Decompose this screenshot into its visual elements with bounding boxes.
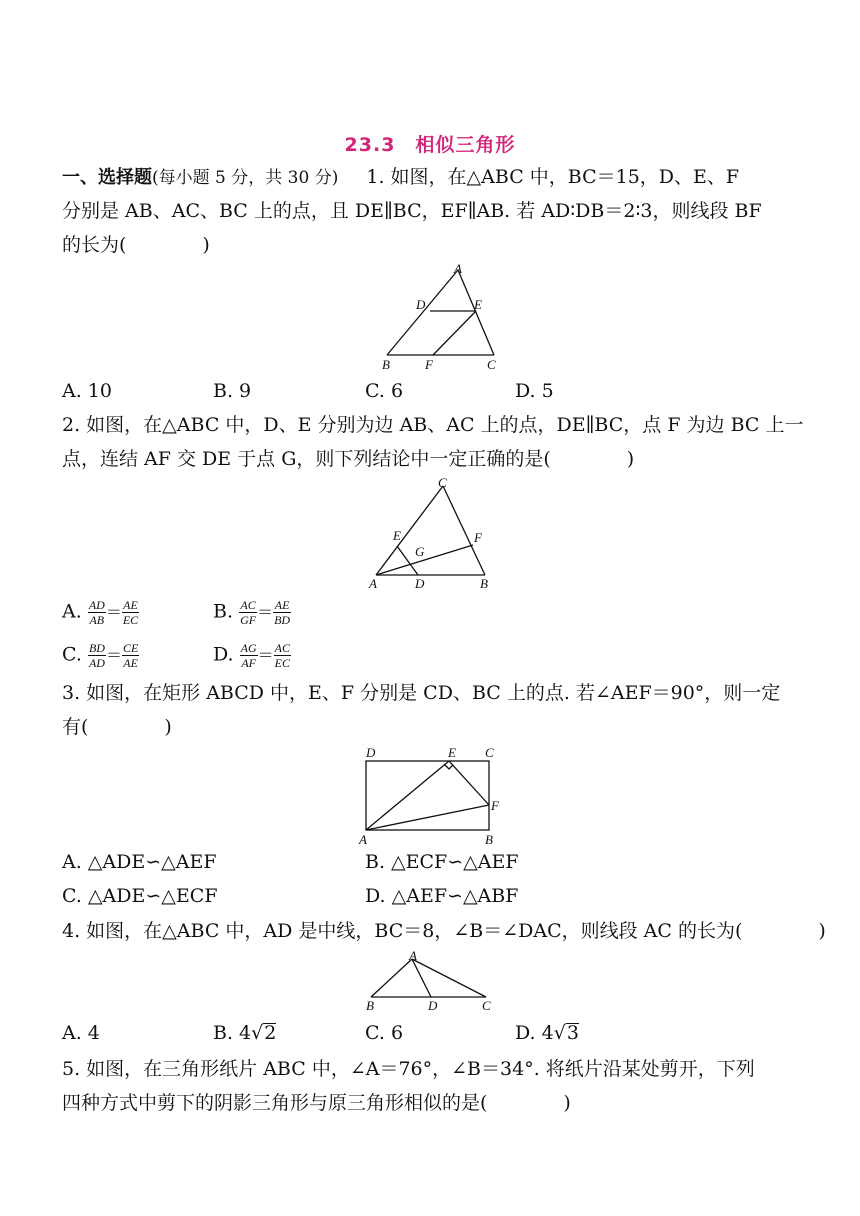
section-heading: 一、选择题	[62, 167, 152, 188]
q1-option-a[interactable]: A. 10	[62, 380, 112, 402]
q4-option-b-radicand: 2	[264, 1022, 277, 1044]
q1-label-c: C	[487, 357, 496, 372]
q2-option-c[interactable]: C. $\frac{BD}{AD}$ ＝ $\frac{CE}{AE}$	[62, 641, 139, 670]
q4-option-d-prefix: D. 4	[515, 1022, 554, 1044]
q2-option-d-frac-right: $\frac{AC}{EC}$	[274, 641, 291, 670]
q1-label-a: A	[454, 262, 462, 276]
section-note: (每小题 5 分，共 30 分)	[152, 168, 339, 188]
q4-option-b-prefix: B. 4	[213, 1022, 252, 1044]
page-title: 23.3 相似三角形	[344, 134, 516, 156]
q3-label-d: D	[366, 745, 376, 760]
q3-option-b[interactable]: B. △ECF∽△AEF	[365, 851, 519, 873]
q4-label-b: B	[366, 998, 374, 1013]
q2-option-a-frac-right: $\frac{AE}{EC}$	[122, 598, 139, 627]
q2-line-2: 点，连结 AF 交 DE 于点 G，则下列结论中一定正确的是( )	[62, 448, 635, 470]
q2-label-f: F	[474, 530, 482, 545]
q3-option-d[interactable]: D. △AEF∽△ABF	[365, 885, 519, 907]
q1-option-c[interactable]: C. 6	[365, 380, 404, 402]
q3-option-c[interactable]: C. △ADE∽△ECF	[62, 885, 218, 907]
q4-option-d-radicand: 3	[566, 1022, 579, 1044]
q2-option-a-letter: A.	[62, 600, 82, 623]
q5-line-2: 四种方式中剪下的阴影三角形与原三角形相似的是( )	[62, 1092, 571, 1114]
q2-option-b-letter: B.	[213, 600, 234, 623]
q3-label-c: C	[485, 745, 494, 760]
q2-option-d[interactable]: D. $\frac{AG}{AF}$ ＝ $\frac{AC}{EC}$	[213, 641, 291, 670]
q3-line-1: 3. 如图，在矩形 ABCD 中，E、F 分别是 CD、BC 上的点. 若∠AEF＝90°，则一定	[62, 682, 781, 704]
q1-label-e: E	[474, 297, 482, 312]
q2-option-b[interactable]: B. $\frac{AC}{GF}$ ＝ $\frac{AE}{BD}$	[213, 598, 291, 627]
q2-line-1: 2. 如图，在△ABC 中，D、E 分别为边 AB、AC 上的点，DE∥BC，点 F 为边 BC 上一	[62, 414, 804, 436]
q2-label-c: C	[438, 476, 447, 490]
q1-figure	[370, 262, 510, 374]
q3-line-2: 有( )	[62, 716, 172, 738]
q2-option-d-frac-left: $\frac{AG}{AF}$	[240, 641, 257, 670]
q1-label-f: F	[425, 357, 433, 372]
q1-label-b: B	[382, 357, 390, 372]
q3-option-a[interactable]: A. △ADE∽△AEF	[62, 851, 217, 873]
q2-label-g: G	[415, 544, 425, 559]
q4-option-a[interactable]: A. 4	[62, 1022, 100, 1044]
q2-figure	[366, 476, 496, 592]
q2-option-c-letter: C.	[62, 643, 82, 666]
q2-option-d-letter: D.	[213, 643, 234, 666]
q1-label-d: D	[416, 297, 426, 312]
q4-figure	[362, 948, 502, 1014]
q2-label-a: A	[369, 576, 377, 591]
q1-option-b[interactable]: B. 9	[213, 380, 252, 402]
q1-line-3: 的长为( )	[62, 234, 210, 256]
q3-label-b: B	[485, 832, 493, 846]
q2-label-d: D	[415, 576, 425, 591]
sqrt-icon: √	[553, 1022, 566, 1044]
q1-line-2: 分别是 AB、AC、BC 上的点，且 DE∥BC，EF∥AB. 若 AD∶DB＝2∶3，则线段 BF	[62, 200, 762, 222]
q5-line-1: 5. 如图，在三角形纸片 ABC 中，∠A＝76°，∠B＝34°. 将纸片沿某处剪开，下列	[62, 1058, 755, 1080]
q4-option-d[interactable]	[515, 1020, 579, 1046]
q3-label-a: A	[359, 832, 367, 846]
q2-label-e: E	[393, 528, 401, 543]
q2-label-b: B	[480, 576, 488, 591]
q4-label-d: D	[428, 998, 438, 1013]
q3-label-e: E	[448, 745, 456, 760]
q2-option-c-frac-left: $\frac{BD}{AD}$	[88, 641, 105, 670]
sqrt-icon: √	[251, 1022, 264, 1044]
q3-figure	[355, 744, 515, 846]
q2-option-a-frac-left: $\frac{AD}{AB}$	[88, 598, 105, 627]
q1-option-d[interactable]: D. 5	[515, 380, 554, 402]
q4-line-1: 4. 如图，在△ABC 中，AD 是中线，BC＝8，∠B＝∠DAC，则线段 AC 的长为( )	[62, 920, 826, 942]
q4-label-c: C	[482, 998, 491, 1013]
q2-option-a[interactable]: A. $\frac{AD}{AB}$ ＝ $\frac{AE}{EC}$	[62, 598, 139, 627]
q1-text-1: 1. 如图，在△ABC 中，BC＝15，D、E、F	[366, 166, 740, 188]
q2-option-b-frac-left: $\frac{AC}{GF}$	[240, 598, 257, 627]
q4-option-c[interactable]: C. 6	[365, 1022, 404, 1044]
q2-option-c-frac-right: $\frac{CE}{AE}$	[122, 641, 139, 670]
q1-line-1	[62, 164, 802, 191]
q4-label-a: A	[409, 948, 417, 963]
q3-label-f: F	[491, 798, 499, 813]
q4-option-b[interactable]	[213, 1020, 276, 1046]
q2-option-b-frac-right: $\frac{AE}{BD}$	[274, 598, 291, 627]
